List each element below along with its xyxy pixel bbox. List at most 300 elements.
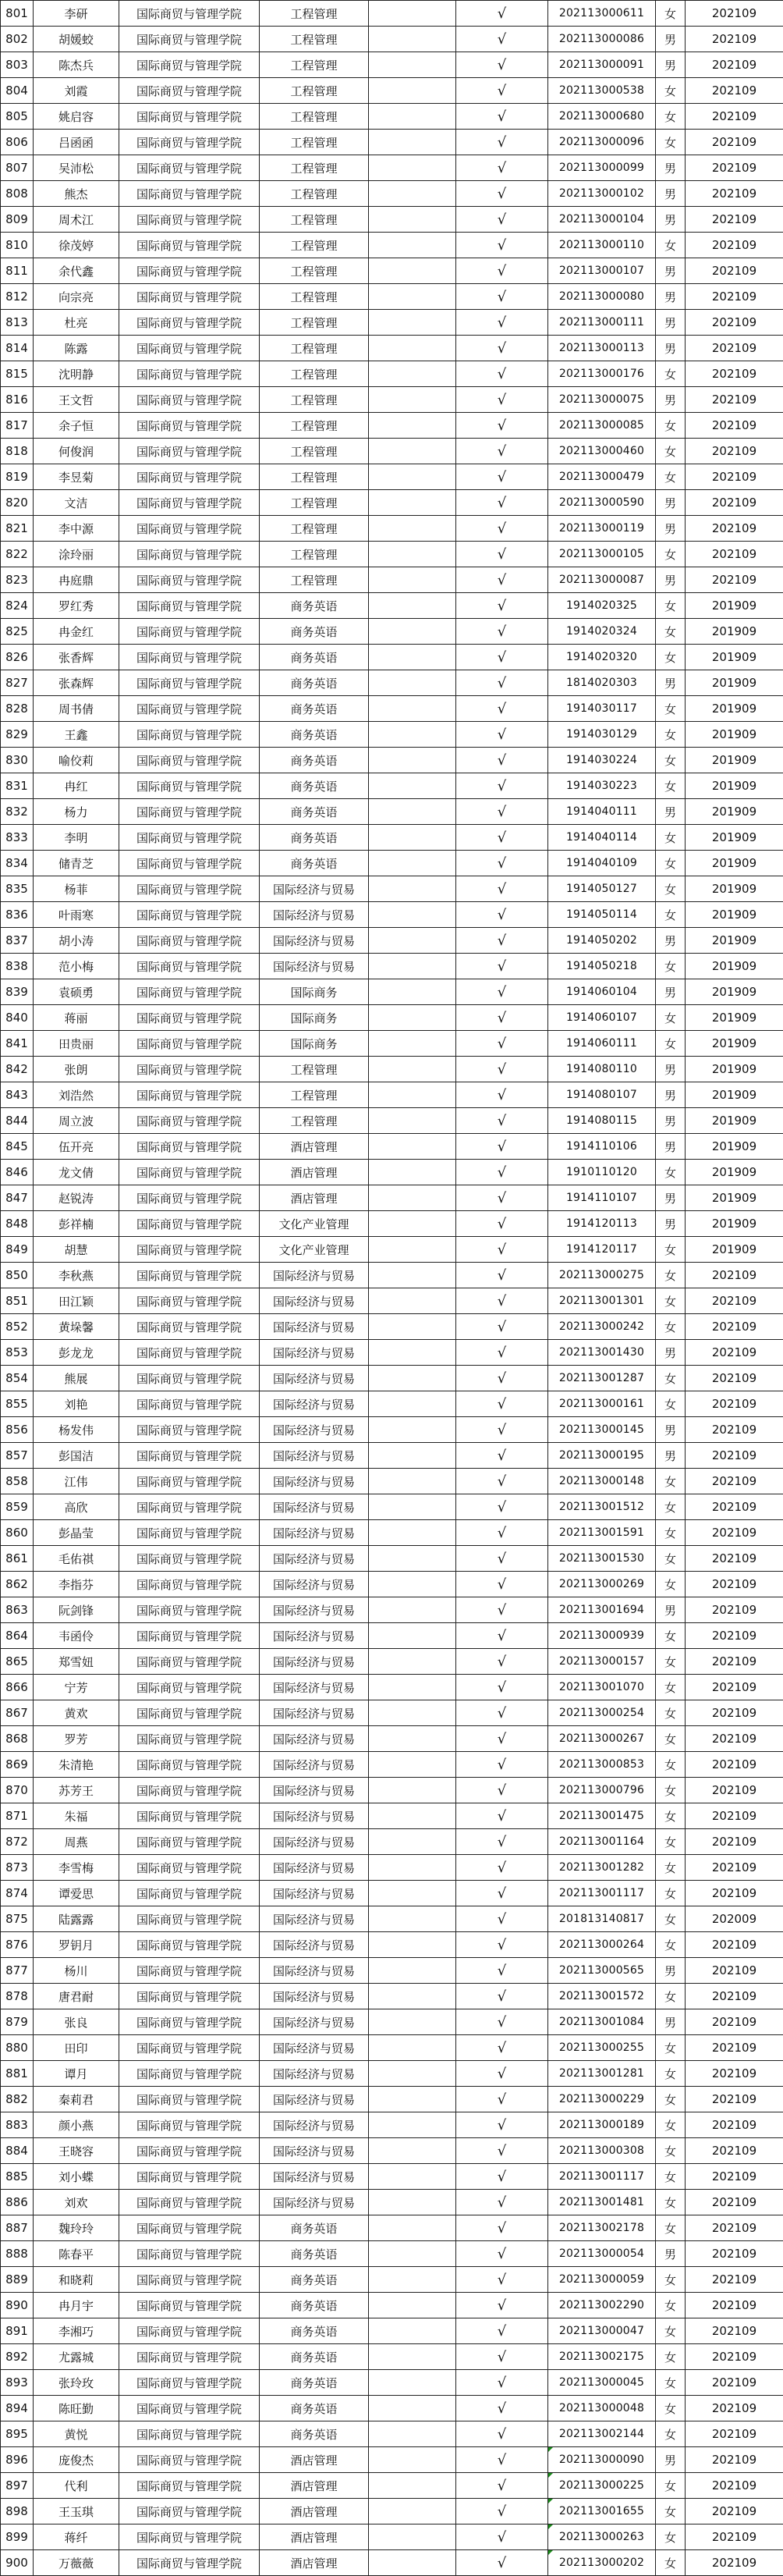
- cell-check-mark: √: [456, 1366, 548, 1391]
- cell-enroll-term: 202109: [686, 1726, 783, 1752]
- cell-seq: 866: [1, 1675, 34, 1700]
- cell-gender: 女: [656, 2318, 686, 2344]
- cell-student-id: 202113000264: [548, 1932, 656, 1958]
- cell-blank: [369, 104, 456, 130]
- cell-blank: [369, 2190, 456, 2215]
- table-row: [1, 1906, 783, 1932]
- cell-name: 冉金红: [34, 619, 119, 645]
- table-row: [1, 1546, 783, 1572]
- cell-name: 韦函伶: [34, 1623, 119, 1649]
- cell-name: 周术江: [34, 207, 119, 233]
- table-row: [1, 876, 783, 902]
- cell-name: 毛佑祺: [34, 1546, 119, 1572]
- cell-name: 颜小燕: [34, 2112, 119, 2138]
- cell-enroll-term: 201909: [686, 979, 783, 1005]
- table-row: [1, 1855, 783, 1881]
- cell-name: 熊杰: [34, 181, 119, 207]
- table-body: [1, 1, 783, 2576]
- cell-major: 商务英语: [260, 2421, 369, 2447]
- cell-student-id: 202113000102: [548, 181, 656, 207]
- cell-name: 杜亮: [34, 310, 119, 336]
- table-row: [1, 258, 783, 284]
- cell-name: 高欣: [34, 1494, 119, 1520]
- cell-enroll-term: 201909: [686, 825, 783, 851]
- cell-major: 工程管理: [260, 27, 369, 52]
- cell-college: 国际商贸与管理学院: [119, 2112, 260, 2138]
- cell-gender: 女: [656, 2499, 686, 2524]
- cell-student-id: 202113000145: [548, 1417, 656, 1443]
- cell-gender: 女: [656, 2421, 686, 2447]
- cell-major: 工程管理: [260, 181, 369, 207]
- cell-enroll-term: 202109: [686, 387, 783, 413]
- cell-check-mark: √: [456, 336, 548, 361]
- cell-gender: 女: [656, 2550, 686, 2576]
- cell-name: 龙文倩: [34, 1160, 119, 1185]
- cell-major: 酒店管理: [260, 1134, 369, 1160]
- cell-gender: 男: [656, 979, 686, 1005]
- cell-seq: 819: [1, 464, 34, 490]
- cell-blank: [369, 722, 456, 748]
- cell-blank: [369, 336, 456, 361]
- cell-college: 国际商贸与管理学院: [119, 1984, 260, 2009]
- cell-name: 何俊润: [34, 439, 119, 464]
- cell-seq: 868: [1, 1726, 34, 1752]
- cell-blank: [369, 876, 456, 902]
- cell-student-id: 202113000096: [548, 130, 656, 155]
- cell-seq: 884: [1, 2138, 34, 2164]
- cell-enroll-term: 202109: [686, 2061, 783, 2087]
- cell-name: 彭晶莹: [34, 1520, 119, 1546]
- cell-gender: 女: [656, 1546, 686, 1572]
- cell-college: 国际商贸与管理学院: [119, 2396, 260, 2421]
- cell-blank: [369, 1288, 456, 1314]
- cell-gender: 女: [656, 593, 686, 619]
- cell-seq: 809: [1, 207, 34, 233]
- cell-seq: 847: [1, 1185, 34, 1211]
- cell-major: 商务英语: [260, 799, 369, 825]
- cell-enroll-term: 202109: [686, 2473, 783, 2499]
- cell-seq: 802: [1, 27, 34, 52]
- table-row: [1, 1185, 783, 1211]
- cell-check-mark: √: [456, 181, 548, 207]
- cell-check-mark: √: [456, 2009, 548, 2035]
- table-row: [1, 773, 783, 799]
- cell-gender: 女: [656, 1263, 686, 1288]
- cell-enroll-term: 202109: [686, 1675, 783, 1700]
- cell-student-id: 202113001070: [548, 1675, 656, 1700]
- cell-enroll-term: 202109: [686, 2396, 783, 2421]
- cell-major: 国际经济与贸易: [260, 1469, 369, 1494]
- cell-major: 国际经济与贸易: [260, 2138, 369, 2164]
- cell-student-id: 202113001572: [548, 1984, 656, 2009]
- cell-seq: 857: [1, 1443, 34, 1469]
- cell-name: 李雪梅: [34, 1855, 119, 1881]
- cell-college: 国际商贸与管理学院: [119, 876, 260, 902]
- cell-blank: [369, 387, 456, 413]
- table-row: [1, 1288, 783, 1314]
- cell-check-mark: √: [456, 619, 548, 645]
- cell-major: 国际经济与贸易: [260, 1417, 369, 1443]
- cell-check-mark: √: [456, 825, 548, 851]
- cell-seq: 889: [1, 2267, 34, 2293]
- cell-seq: 833: [1, 825, 34, 851]
- cell-college: 国际商贸与管理学院: [119, 1469, 260, 1494]
- cell-blank: [369, 696, 456, 722]
- cell-seq: 817: [1, 413, 34, 439]
- cell-name: 陈露: [34, 336, 119, 361]
- cell-enroll-term: 202109: [686, 2370, 783, 2396]
- cell-seq: 896: [1, 2447, 34, 2473]
- cell-enroll-term: 202109: [686, 1752, 783, 1778]
- cell-major: 工程管理: [260, 1, 369, 27]
- cell-blank: [369, 2009, 456, 2035]
- cell-major: 国际经济与贸易: [260, 1443, 369, 1469]
- cell-seq: 886: [1, 2190, 34, 2215]
- table-row: [1, 825, 783, 851]
- cell-check-mark: √: [456, 1443, 548, 1469]
- cell-blank: [369, 2087, 456, 2112]
- cell-blank: [369, 542, 456, 567]
- cell-enroll-term: 202109: [686, 2241, 783, 2267]
- cell-college: 国际商贸与管理学院: [119, 2215, 260, 2241]
- cell-major: 国际经济与贸易: [260, 1623, 369, 1649]
- cell-college: 国际商贸与管理学院: [119, 593, 260, 619]
- cell-gender: 女: [656, 619, 686, 645]
- cell-check-mark: √: [456, 52, 548, 78]
- cell-seq: 836: [1, 902, 34, 928]
- cell-major: 国际经济与贸易: [260, 1958, 369, 1984]
- cell-enroll-term: 202109: [686, 2087, 783, 2112]
- cell-college: 国际商贸与管理学院: [119, 258, 260, 284]
- cell-student-id: 202113000590: [548, 490, 656, 516]
- cell-blank: [369, 2370, 456, 2396]
- table-row: [1, 2447, 783, 2473]
- cell-seq: 895: [1, 2421, 34, 2447]
- cell-college: 国际商贸与管理学院: [119, 1572, 260, 1597]
- cell-blank: [369, 1520, 456, 1546]
- table-row: [1, 593, 783, 619]
- cell-enroll-term: 202109: [686, 2499, 783, 2524]
- cell-check-mark: √: [456, 1726, 548, 1752]
- cell-enroll-term: 202109: [686, 464, 783, 490]
- cell-college: 国际商贸与管理学院: [119, 1881, 260, 1906]
- cell-major: 国际经济与贸易: [260, 1803, 369, 1829]
- cell-blank: [369, 979, 456, 1005]
- cell-college: 国际商贸与管理学院: [119, 1597, 260, 1623]
- cell-gender: 女: [656, 1932, 686, 1958]
- cell-seq: 852: [1, 1314, 34, 1340]
- cell-student-id: 1814020303: [548, 670, 656, 696]
- cell-college: 国际商贸与管理学院: [119, 1031, 260, 1057]
- cell-major: 酒店管理: [260, 2473, 369, 2499]
- cell-student-id: 202113000275: [548, 1263, 656, 1288]
- cell-seq: 821: [1, 516, 34, 542]
- cell-student-id: 202113001117: [548, 2164, 656, 2190]
- cell-name: 田印: [34, 2035, 119, 2061]
- cell-gender: 女: [656, 1700, 686, 1726]
- cell-blank: [369, 1778, 456, 1803]
- cell-enroll-term: 201909: [686, 593, 783, 619]
- table-row: [1, 1494, 783, 1520]
- cell-seq: 893: [1, 2370, 34, 2396]
- cell-seq: 839: [1, 979, 34, 1005]
- cell-name: 陈杰兵: [34, 52, 119, 78]
- table-row: [1, 310, 783, 336]
- cell-college: 国际商贸与管理学院: [119, 2318, 260, 2344]
- cell-seq: 828: [1, 696, 34, 722]
- cell-college: 国际商贸与管理学院: [119, 1520, 260, 1546]
- cell-seq: 808: [1, 181, 34, 207]
- cell-major: 工程管理: [260, 413, 369, 439]
- cell-name: 庞俊杰: [34, 2447, 119, 2473]
- cell-name: 袁硕勇: [34, 979, 119, 1005]
- cell-gender: 女: [656, 78, 686, 104]
- cell-name: 刘霞: [34, 78, 119, 104]
- cell-blank: [369, 1649, 456, 1675]
- cell-seq: 880: [1, 2035, 34, 2061]
- cell-enroll-term: 202109: [686, 130, 783, 155]
- cell-blank: [369, 2112, 456, 2138]
- cell-blank: [369, 258, 456, 284]
- cell-name: 陈旺勤: [34, 2396, 119, 2421]
- cell-college: 国际商贸与管理学院: [119, 52, 260, 78]
- cell-name: 杨力: [34, 799, 119, 825]
- cell-enroll-term: 201909: [686, 1237, 783, 1263]
- table-row: [1, 2138, 783, 2164]
- table-row: [1, 1340, 783, 1366]
- cell-name: 刘浩然: [34, 1082, 119, 1108]
- cell-gender: 女: [656, 1829, 686, 1855]
- cell-check-mark: √: [456, 902, 548, 928]
- cell-college: 国际商贸与管理学院: [119, 2267, 260, 2293]
- cell-gender: 女: [656, 2087, 686, 2112]
- cell-check-mark: √: [456, 155, 548, 181]
- cell-major: 国际经济与贸易: [260, 954, 369, 979]
- cell-student-id: 202113002144: [548, 2421, 656, 2447]
- cell-student-id: 202113000107: [548, 258, 656, 284]
- table-row: [1, 1469, 783, 1494]
- cell-check-mark: √: [456, 104, 548, 130]
- table-row: [1, 387, 783, 413]
- cell-major: 商务英语: [260, 696, 369, 722]
- cell-student-id: 202113000611: [548, 1, 656, 27]
- cell-gender: 男: [656, 2009, 686, 2035]
- cell-major: 商务英语: [260, 2293, 369, 2318]
- cell-major: 商务英语: [260, 2344, 369, 2370]
- cell-check-mark: √: [456, 851, 548, 876]
- table-row: [1, 1726, 783, 1752]
- cell-seq: 827: [1, 670, 34, 696]
- cell-enroll-term: 201909: [686, 645, 783, 670]
- cell-student-id: 202113000045: [548, 2370, 656, 2396]
- cell-name: 唐君耐: [34, 1984, 119, 2009]
- cell-name: 罗钥月: [34, 1932, 119, 1958]
- cell-student-id: 202113000242: [548, 1314, 656, 1340]
- cell-gender: 女: [656, 696, 686, 722]
- cell-student-id: 202113000263: [548, 2524, 656, 2550]
- cell-name: 向宗亮: [34, 284, 119, 310]
- cell-student-id: 202113001281: [548, 2061, 656, 2087]
- cell-gender: 男: [656, 336, 686, 361]
- cell-seq: 842: [1, 1057, 34, 1082]
- cell-blank: [369, 1160, 456, 1185]
- cell-enroll-term: 202109: [686, 516, 783, 542]
- cell-college: 国际商贸与管理学院: [119, 1005, 260, 1031]
- cell-blank: [369, 2499, 456, 2524]
- cell-check-mark: √: [456, 284, 548, 310]
- cell-student-id: 202113000195: [548, 1443, 656, 1469]
- table-row: [1, 361, 783, 387]
- cell-major: 工程管理: [260, 155, 369, 181]
- cell-student-id: 202113000254: [548, 1700, 656, 1726]
- cell-gender: 女: [656, 1031, 686, 1057]
- table-row: [1, 954, 783, 979]
- cell-blank: [369, 78, 456, 104]
- cell-gender: 女: [656, 1314, 686, 1340]
- cell-gender: 男: [656, 1443, 686, 1469]
- cell-gender: 女: [656, 1623, 686, 1649]
- cell-major: 工程管理: [260, 1108, 369, 1134]
- cell-seq: 816: [1, 387, 34, 413]
- cell-blank: [369, 413, 456, 439]
- cell-college: 国际商贸与管理学院: [119, 413, 260, 439]
- cell-check-mark: √: [456, 670, 548, 696]
- cell-blank: [369, 825, 456, 851]
- cell-blank: [369, 2241, 456, 2267]
- cell-name: 姚启容: [34, 104, 119, 130]
- cell-seq: 824: [1, 593, 34, 619]
- cell-blank: [369, 1803, 456, 1829]
- cell-gender: 女: [656, 2267, 686, 2293]
- cell-enroll-term: 202109: [686, 2035, 783, 2061]
- table-row: [1, 490, 783, 516]
- cell-enroll-term: 202109: [686, 2164, 783, 2190]
- cell-college: 国际商贸与管理学院: [119, 1829, 260, 1855]
- table-row: [1, 2009, 783, 2035]
- cell-student-id: 1914050202: [548, 928, 656, 954]
- cell-check-mark: √: [456, 2267, 548, 2293]
- cell-name: 李秋燕: [34, 1263, 119, 1288]
- cell-blank: [369, 1237, 456, 1263]
- table-row: [1, 1829, 783, 1855]
- cell-gender: 女: [656, 361, 686, 387]
- cell-gender: 女: [656, 439, 686, 464]
- cell-name: 胡慧: [34, 1237, 119, 1263]
- cell-enroll-term: 202109: [686, 52, 783, 78]
- cell-check-mark: √: [456, 1520, 548, 1546]
- cell-enroll-term: 201909: [686, 670, 783, 696]
- cell-check-mark: √: [456, 2112, 548, 2138]
- cell-college: 国际商贸与管理学院: [119, 1546, 260, 1572]
- cell-seq: 811: [1, 258, 34, 284]
- cell-student-id: 1914120117: [548, 1237, 656, 1263]
- cell-student-id: 202113000176: [548, 361, 656, 387]
- cell-enroll-term: 202109: [686, 1623, 783, 1649]
- cell-college: 国际商贸与管理学院: [119, 1675, 260, 1700]
- cell-blank: [369, 851, 456, 876]
- cell-name: 罗红秀: [34, 593, 119, 619]
- cell-enroll-term: 201909: [686, 722, 783, 748]
- cell-gender: 女: [656, 2396, 686, 2421]
- cell-major: 国际经济与贸易: [260, 1881, 369, 1906]
- cell-student-id: 202113000189: [548, 2112, 656, 2138]
- cell-check-mark: √: [456, 1160, 548, 1185]
- cell-blank: [369, 2447, 456, 2473]
- cell-blank: [369, 1829, 456, 1855]
- cell-major: 酒店管理: [260, 2550, 369, 2576]
- cell-college: 国际商贸与管理学院: [119, 336, 260, 361]
- cell-seq: 844: [1, 1108, 34, 1134]
- cell-college: 国际商贸与管理学院: [119, 1288, 260, 1314]
- cell-name: 郑雪妞: [34, 1649, 119, 1675]
- cell-blank: [369, 464, 456, 490]
- cell-gender: 男: [656, 258, 686, 284]
- cell-check-mark: √: [456, 1649, 548, 1675]
- cell-major: 国际经济与贸易: [260, 1829, 369, 1855]
- cell-gender: 女: [656, 2473, 686, 2499]
- table-row: [1, 851, 783, 876]
- cell-major: 工程管理: [260, 258, 369, 284]
- cell-student-id: 1914040114: [548, 825, 656, 851]
- table-row: [1, 1700, 783, 1726]
- cell-enroll-term: 202109: [686, 2318, 783, 2344]
- cell-check-mark: √: [456, 1984, 548, 2009]
- table-row: [1, 799, 783, 825]
- cell-check-mark: √: [456, 1700, 548, 1726]
- cell-major: 国际经济与贸易: [260, 1752, 369, 1778]
- table-row: [1, 2164, 783, 2190]
- cell-student-id: 1914030223: [548, 773, 656, 799]
- table-row: [1, 2370, 783, 2396]
- cell-gender: 女: [656, 1, 686, 27]
- cell-blank: [369, 748, 456, 773]
- cell-seq: 877: [1, 1958, 34, 1984]
- cell-check-mark: √: [456, 2370, 548, 2396]
- cell-major: 国际经济与贸易: [260, 1726, 369, 1752]
- cell-seq: 851: [1, 1288, 34, 1314]
- cell-student-id: 202113000111: [548, 310, 656, 336]
- cell-enroll-term: 202109: [686, 1803, 783, 1829]
- cell-student-id: 1914120113: [548, 1211, 656, 1237]
- cell-gender: 女: [656, 2215, 686, 2241]
- cell-college: 国际商贸与管理学院: [119, 954, 260, 979]
- cell-student-id: 202113002290: [548, 2293, 656, 2318]
- cell-college: 国际商贸与管理学院: [119, 181, 260, 207]
- cell-blank: [369, 2061, 456, 2087]
- cell-major: 酒店管理: [260, 2447, 369, 2473]
- cell-blank: [369, 2421, 456, 2447]
- cell-gender: 男: [656, 1082, 686, 1108]
- cell-blank: [369, 361, 456, 387]
- cell-major: 国际经济与贸易: [260, 1546, 369, 1572]
- cell-college: 国际商贸与管理学院: [119, 1855, 260, 1881]
- cell-college: 国际商贸与管理学院: [119, 2370, 260, 2396]
- cell-college: 国际商贸与管理学院: [119, 2524, 260, 2550]
- cell-blank: [369, 2267, 456, 2293]
- cell-name: 彭祥楠: [34, 1211, 119, 1237]
- cell-gender: 女: [656, 413, 686, 439]
- cell-major: 商务英语: [260, 2215, 369, 2241]
- cell-college: 国际商贸与管理学院: [119, 1057, 260, 1082]
- cell-blank: [369, 1391, 456, 1417]
- cell-enroll-term: 202109: [686, 1520, 783, 1546]
- cell-gender: 女: [656, 1288, 686, 1314]
- cell-check-mark: √: [456, 2499, 548, 2524]
- cell-student-id: 1914020325: [548, 593, 656, 619]
- cell-check-mark: √: [456, 361, 548, 387]
- cell-blank: [369, 1417, 456, 1443]
- table-row: [1, 1314, 783, 1340]
